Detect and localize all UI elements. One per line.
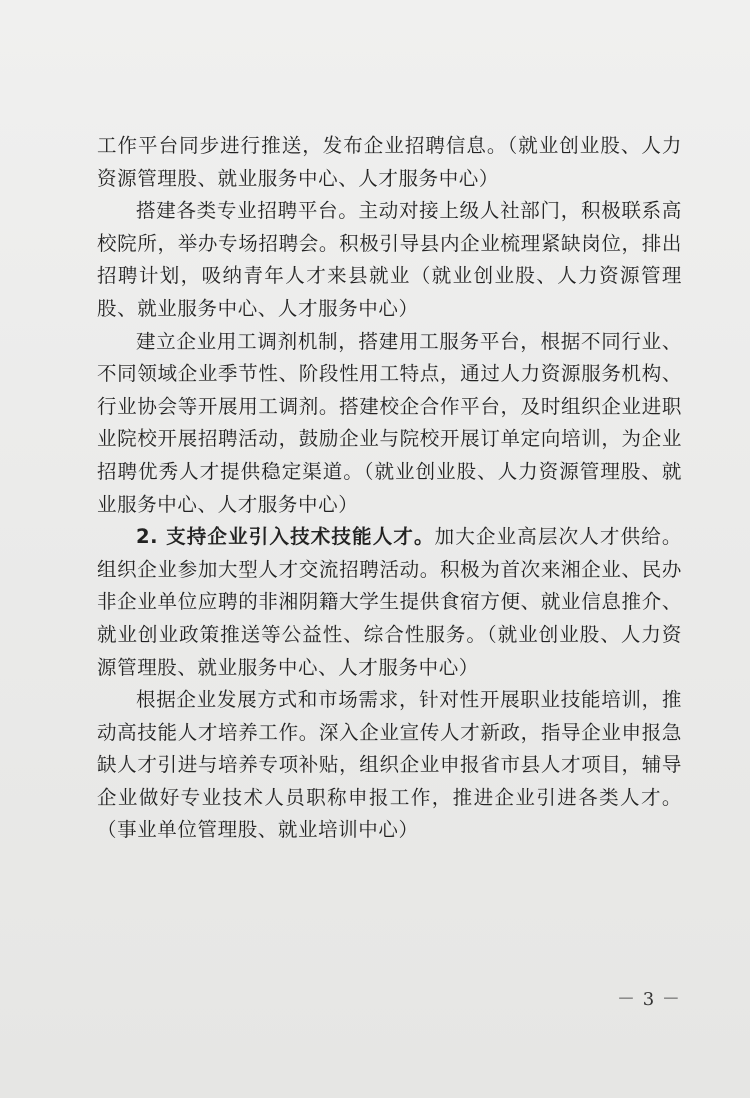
- document-body: [97, 130, 682, 847]
- paragraph-section-2: [97, 521, 682, 684]
- paragraph-continuation: [97, 130, 682, 195]
- section-heading: 2. 支持企业引入技术技能人才。: [136, 525, 435, 549]
- paragraph-text: 搭建各类专业招聘平台。主动对接上级人社部门，积极联系高校院所，举办专场招聘会。积极引导县内企业梳理紧缺岗位，排出招聘计划，吸纳青年人才来县就业（就业创业股、人力资源管理股、就业服务中心、人才服务中心）: [97, 199, 682, 320]
- page-number: － 3 －: [617, 989, 681, 1010]
- paragraph-text: 建立企业用工调剂机制，搭建用工服务平台，根据不同行业、不同领域企业季节性、阶段性用工特点，通过人力资源服务机构、行业协会等开展用工调剂。搭建校企合作平台，及时组织企业进职业院校开展招聘活动，鼓励企业与院校开展订单定向培训，为企业招聘优秀人才提供稳定渠道。（就业创业股、人力资源管理股、就业服务中心、人才服务中心）: [97, 329, 682, 516]
- paragraph-employment-mechanism: [97, 326, 682, 522]
- paragraph-skills-training: [97, 684, 682, 847]
- paragraph-recruitment-platform: [97, 195, 682, 325]
- paragraph-text: 加大企业高层次人才供给。组织企业参加大型人才交流招聘活动。积极为首次来湘企业、民办非企业单位应聘的非湘阴籍大学生提供食宿方便、就业信息推介、就业创业政策推送等公益性、综合性服务。（就业创业股、人力资源管理股、就业服务中心、人才服务中心）: [97, 525, 682, 679]
- paragraph-text: 根据企业发展方式和市场需求，针对性开展职业技能培训，推动高技能人才培养工作。深入企业宣传人才新政，指导企业申报急缺人才引进与培养专项补贴，组织企业申报省市县人才项目，辅导企业做好专业技术人员职称申报工作，推进企业引进各类人才。（事业单位管理股、就业培训中心）: [97, 688, 682, 842]
- paragraph-text: 工作平台同步进行推送，发布企业招聘信息。（就业创业股、人力资源管理股、就业服务中心、人才服务中心）: [97, 134, 682, 190]
